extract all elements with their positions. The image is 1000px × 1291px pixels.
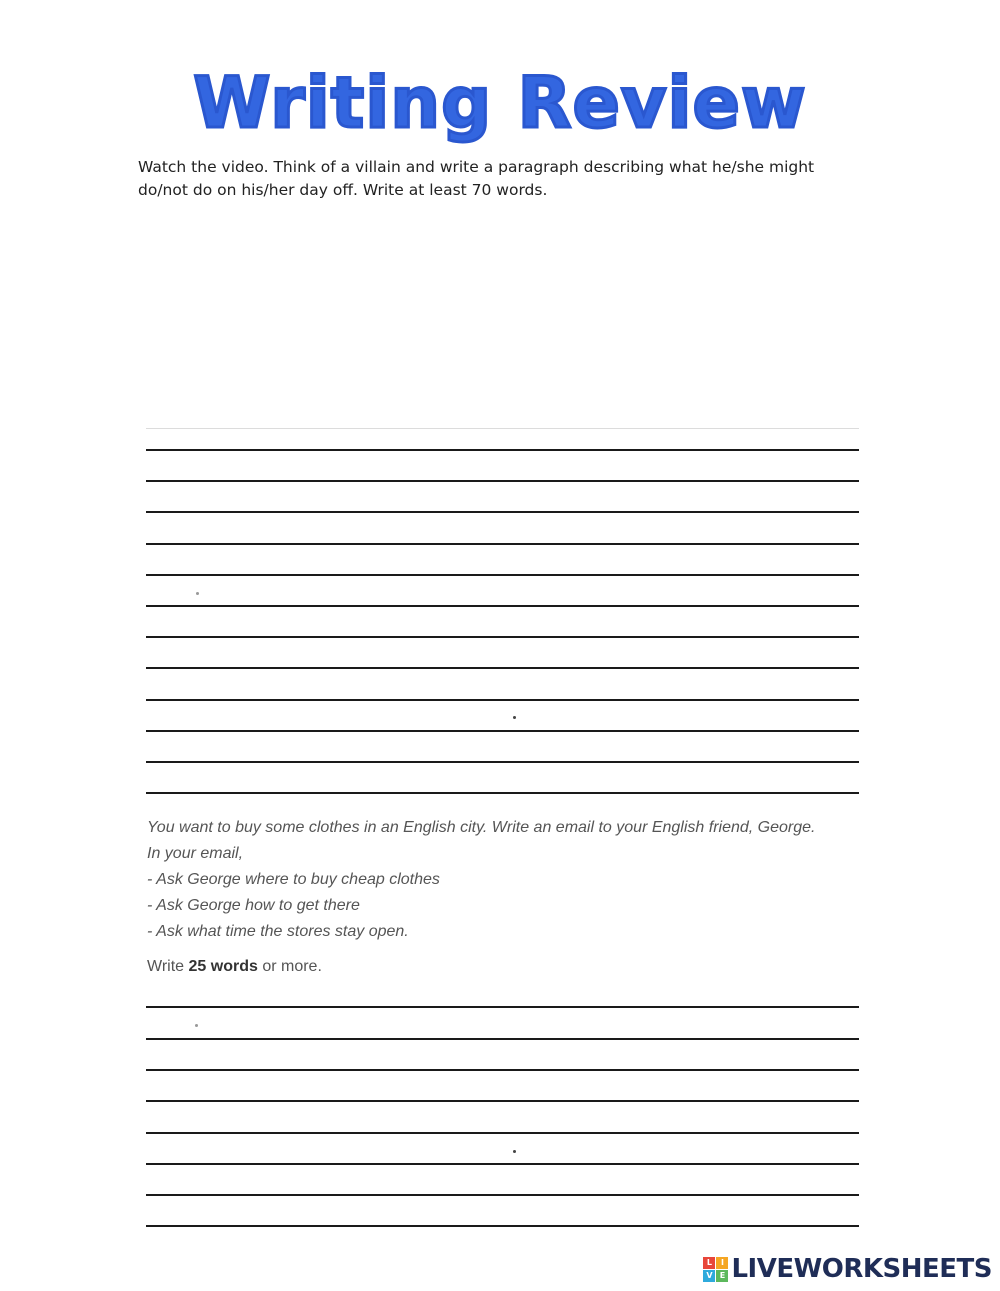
logo-tile: I bbox=[716, 1257, 728, 1269]
writing-line bbox=[146, 1194, 859, 1196]
writing-line bbox=[146, 1163, 859, 1165]
writing-line bbox=[146, 449, 859, 451]
writing-line bbox=[146, 792, 859, 794]
writing-area-2[interactable] bbox=[146, 990, 859, 1235]
faint-line bbox=[146, 428, 859, 429]
writing-line bbox=[146, 543, 859, 545]
logo-tile: E bbox=[716, 1270, 728, 1282]
liveworksheets-logo-icon bbox=[703, 1257, 728, 1282]
instructions-text: Watch the video. Think of a villain and write a paragraph describing what he/she might do/not do on his/her day off. Write at least 70 words. bbox=[138, 158, 815, 199]
writing-line bbox=[146, 699, 859, 701]
writing-line bbox=[146, 1225, 859, 1227]
writing-line bbox=[146, 1132, 859, 1134]
count-suffix: or more. bbox=[262, 958, 322, 975]
speck bbox=[513, 1150, 516, 1153]
task-intro: You want to buy some clothes in an English city. Write an email to your English friend, George. bbox=[147, 819, 816, 836]
writing-line bbox=[146, 605, 859, 607]
logo-tile: L bbox=[703, 1257, 715, 1269]
writing-line bbox=[146, 1069, 859, 1071]
speck bbox=[195, 1024, 198, 1027]
count-bold: 25 words bbox=[188, 958, 258, 975]
page-title: Writing Review bbox=[193, 62, 807, 144]
count-prefix: Write bbox=[147, 958, 185, 975]
writing-line bbox=[146, 1006, 859, 1008]
writing-area-1[interactable] bbox=[146, 420, 859, 800]
writing-line bbox=[146, 730, 859, 732]
speck bbox=[196, 592, 199, 595]
writing-line bbox=[146, 761, 859, 763]
task-lead: In your email, bbox=[147, 845, 244, 862]
writing-line bbox=[146, 574, 859, 576]
brand-name: LIVEWORKSHEETS bbox=[731, 1254, 992, 1284]
task-point: - Ask George where to buy cheap clothes bbox=[147, 871, 440, 888]
liveworksheets-brand bbox=[703, 1254, 992, 1284]
writing-line bbox=[146, 1038, 859, 1040]
writing-line bbox=[146, 636, 859, 638]
speck bbox=[513, 716, 516, 719]
task-point: - Ask what time the stores stay open. bbox=[147, 923, 409, 940]
writing-line bbox=[146, 480, 859, 482]
word-count-instruction bbox=[147, 958, 322, 976]
task-prompt bbox=[147, 815, 867, 945]
writing-line bbox=[146, 1100, 859, 1102]
writing-line bbox=[146, 667, 859, 669]
writing-line bbox=[146, 511, 859, 513]
task-point: - Ask George how to get there bbox=[147, 897, 360, 914]
logo-tile: V bbox=[703, 1270, 715, 1282]
